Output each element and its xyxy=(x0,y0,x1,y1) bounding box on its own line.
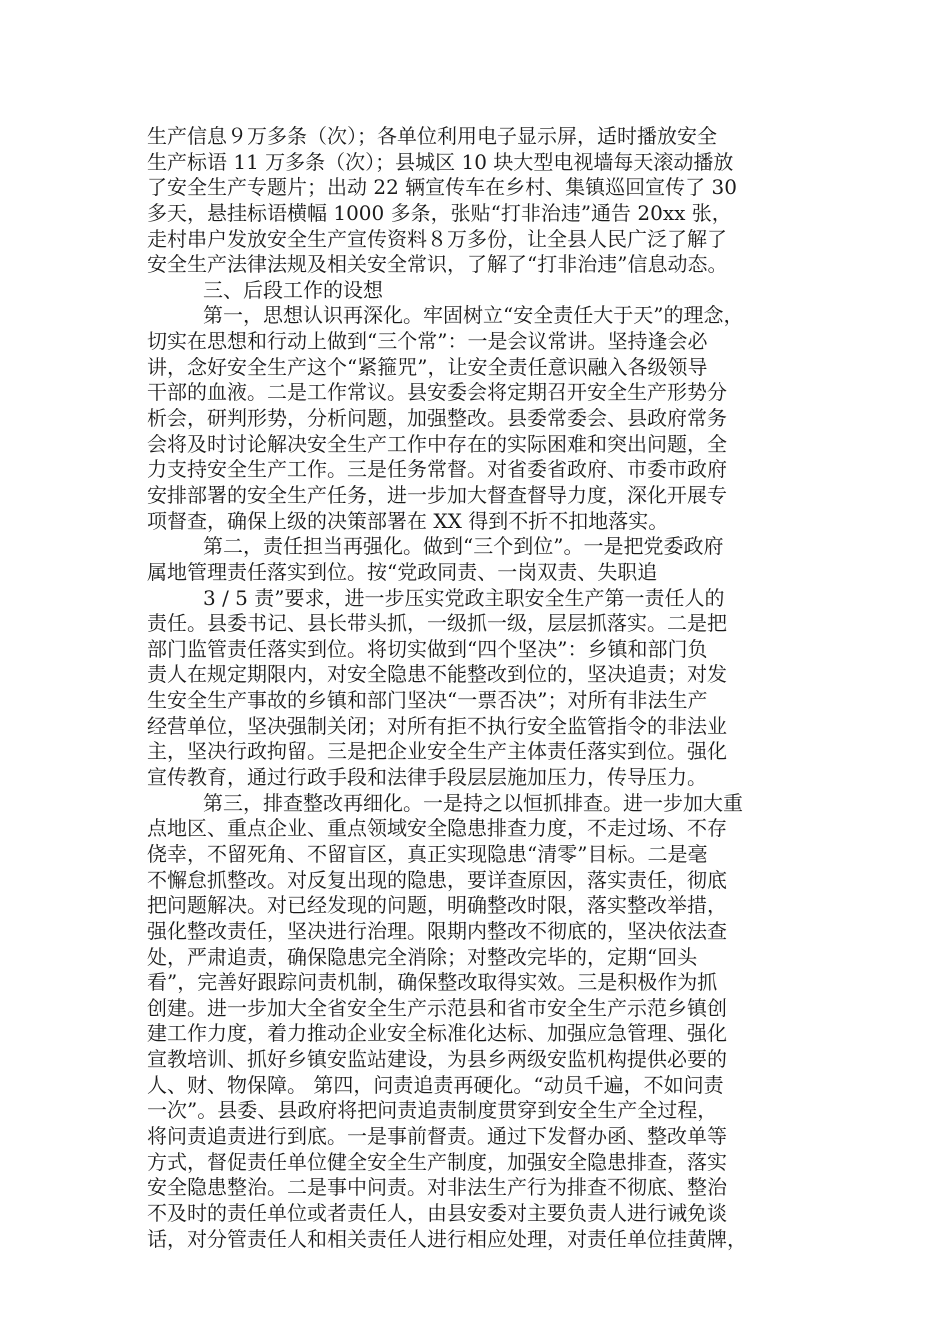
text-line: 经营单位，坚决强制关闭；对所有拒不执行安全监管指令的非法业 xyxy=(147,713,727,738)
text-line: 责任。县委书记、县长带头抓，一级抓一级，层层抓落实。二是把 xyxy=(147,611,727,636)
text-line: 不懈怠抓整改。对反复出现的隐患，要详查原因，落实责任，彻底 xyxy=(147,867,727,892)
text-line: 属地管理责任落实到位。按“党政同责、一岗双责、失职追 xyxy=(147,559,658,584)
text-line: 侥幸，不留死角、不留盲区，真正实现隐患“清零”目标。二是毫 xyxy=(147,841,708,866)
text-line: 不及时的责任单位或者责任人，由县安委对主要负责人进行诫免谈 xyxy=(147,1200,727,1225)
text-line: 生安全生产事故的乡镇和部门坚决“一票否决”；对所有非法生产 xyxy=(147,688,708,713)
text-line: 看”，完善好跟踪问责机制，确保整改取得实效。三是积极作为抓 xyxy=(147,970,718,995)
text-line: 点地区、重点企业、重点领域安全隐患排查力度，不走过场、不存 xyxy=(147,816,727,841)
text-line: 责人在规定期限内，对安全隐患不能整改到位的，坚决追责；对发 xyxy=(147,662,727,687)
text-line: 处，严肃追责，确保隐患完全消除；对整改完毕的，定期“回头 xyxy=(147,944,698,969)
text-line: 生产标语 11 万多条（次）；县城区 10 块大型电视墙每天滚动播放 xyxy=(147,149,734,174)
text-line: 安全生产法律法规及相关安全常识，了解了“打非治违”信息动态。 xyxy=(147,252,728,277)
text-line: 切实在思想和行动上做到“三个常”：一是会议常讲。坚持逢会必 xyxy=(147,329,708,354)
text-line: 人、财、物保障。 第四，问责追责再硬化。“动员千遍，不如问责 xyxy=(147,1072,724,1097)
text-line: 话，对分管责任人和相关责任人进行相应处理，对责任单位挂黄牌， xyxy=(147,1226,747,1251)
text-line: 会将及时讨论解决安全生产工作中存在的实际困难和突出问题，全 xyxy=(147,431,727,456)
text-line: 把问题解决。对已经发现的问题，明确整改时限，落实整改举措， xyxy=(147,893,727,918)
text-line: 多天，悬挂标语横幅 1000 多条，张贴“打非治违”通告 20xx 张， xyxy=(147,200,732,225)
text-line: 析会，研判形势，分析问题，加强整改。县委常委会、县政府常务 xyxy=(147,406,727,431)
text-line: 建工作力度，着力推动企业安全标准化达标、加强应急管理、强化 xyxy=(147,1021,727,1046)
text-line: 宣传教育，通过行政手段和法律手段层层施加压力，传导压力。 xyxy=(147,765,707,790)
text-line: 强化整改责任，坚决进行治理。限期内整改不彻底的，坚决依法查 xyxy=(147,918,727,943)
text-line: 讲，念好安全生产这个“紧箍咒”，让安全责任意识融入各级领导 xyxy=(147,354,708,379)
text-line: 第三，排查整改再细化。一是持之以恒抓排查。进一步加大重 xyxy=(203,790,743,815)
text-line: 第二，责任担当再强化。做到“三个到位”。一是把党委政府 xyxy=(203,534,724,559)
document-body xyxy=(147,124,817,1252)
text-line: 三、后段工作的设想 xyxy=(203,277,383,302)
text-line: 力支持安全生产工作。三是任务常督。对省委省政府、市委市政府 xyxy=(147,457,727,482)
text-line: 项督查，确保上级的决策部署在 XX 得到不折不扣地落实。 xyxy=(147,508,669,533)
text-line: 安全隐患整治。二是事中问责。对非法生产行为排查不彻底、整治 xyxy=(147,1175,727,1200)
text-line: 创建。进一步加大全省安全生产示范县和省市安全生产示范乡镇创 xyxy=(147,995,727,1020)
text-line: 干部的血液。二是工作常议。县安委会将定期召开安全生产形势分 xyxy=(147,380,727,405)
text-line: 一次”。县委、县政府将把问责追责制度贯穿到安全生产全过程， xyxy=(147,1098,718,1123)
text-line: 生产信息９万多条（次）；各单位利用电子显示屏，适时播放安全 xyxy=(147,124,717,148)
text-line: 方式，督促责任单位健全安全生产制度，加强安全隐患排查，落实 xyxy=(147,1149,727,1174)
text-line: 了安全生产专题片；出动 22 辆宣传车在乡村、集镇巡回宣传了 30 xyxy=(147,175,737,200)
text-line: 主，坚决行政拘留。三是把企业安全生产主体责任落实到位。强化 xyxy=(147,739,727,764)
text-line: 3 / 5 责”要求，进一步压实党政主职安全生产第一责任人的 xyxy=(203,585,725,610)
text-line: 将问责追责进行到底。一是事前督责。通过下发督办函、整改单等 xyxy=(147,1123,727,1148)
text-line: 宣教培训、抓好乡镇安监站建设，为县乡两级安监机构提供必要的 xyxy=(147,1047,727,1072)
text-line: 第一，思想认识再深化。牢固树立“安全责任大于天”的理念， xyxy=(203,303,744,328)
text-line: 安排部署的安全生产任务，进一步加大督查督导力度，深化开展专 xyxy=(147,482,727,507)
text-line: 走村串户发放安全生产宣传资料８万多份，让全县人民广泛了解了 xyxy=(147,226,727,251)
text-line: 部门监管责任落实到位。将切实做到“四个坚决”：乡镇和部门负 xyxy=(147,636,708,661)
